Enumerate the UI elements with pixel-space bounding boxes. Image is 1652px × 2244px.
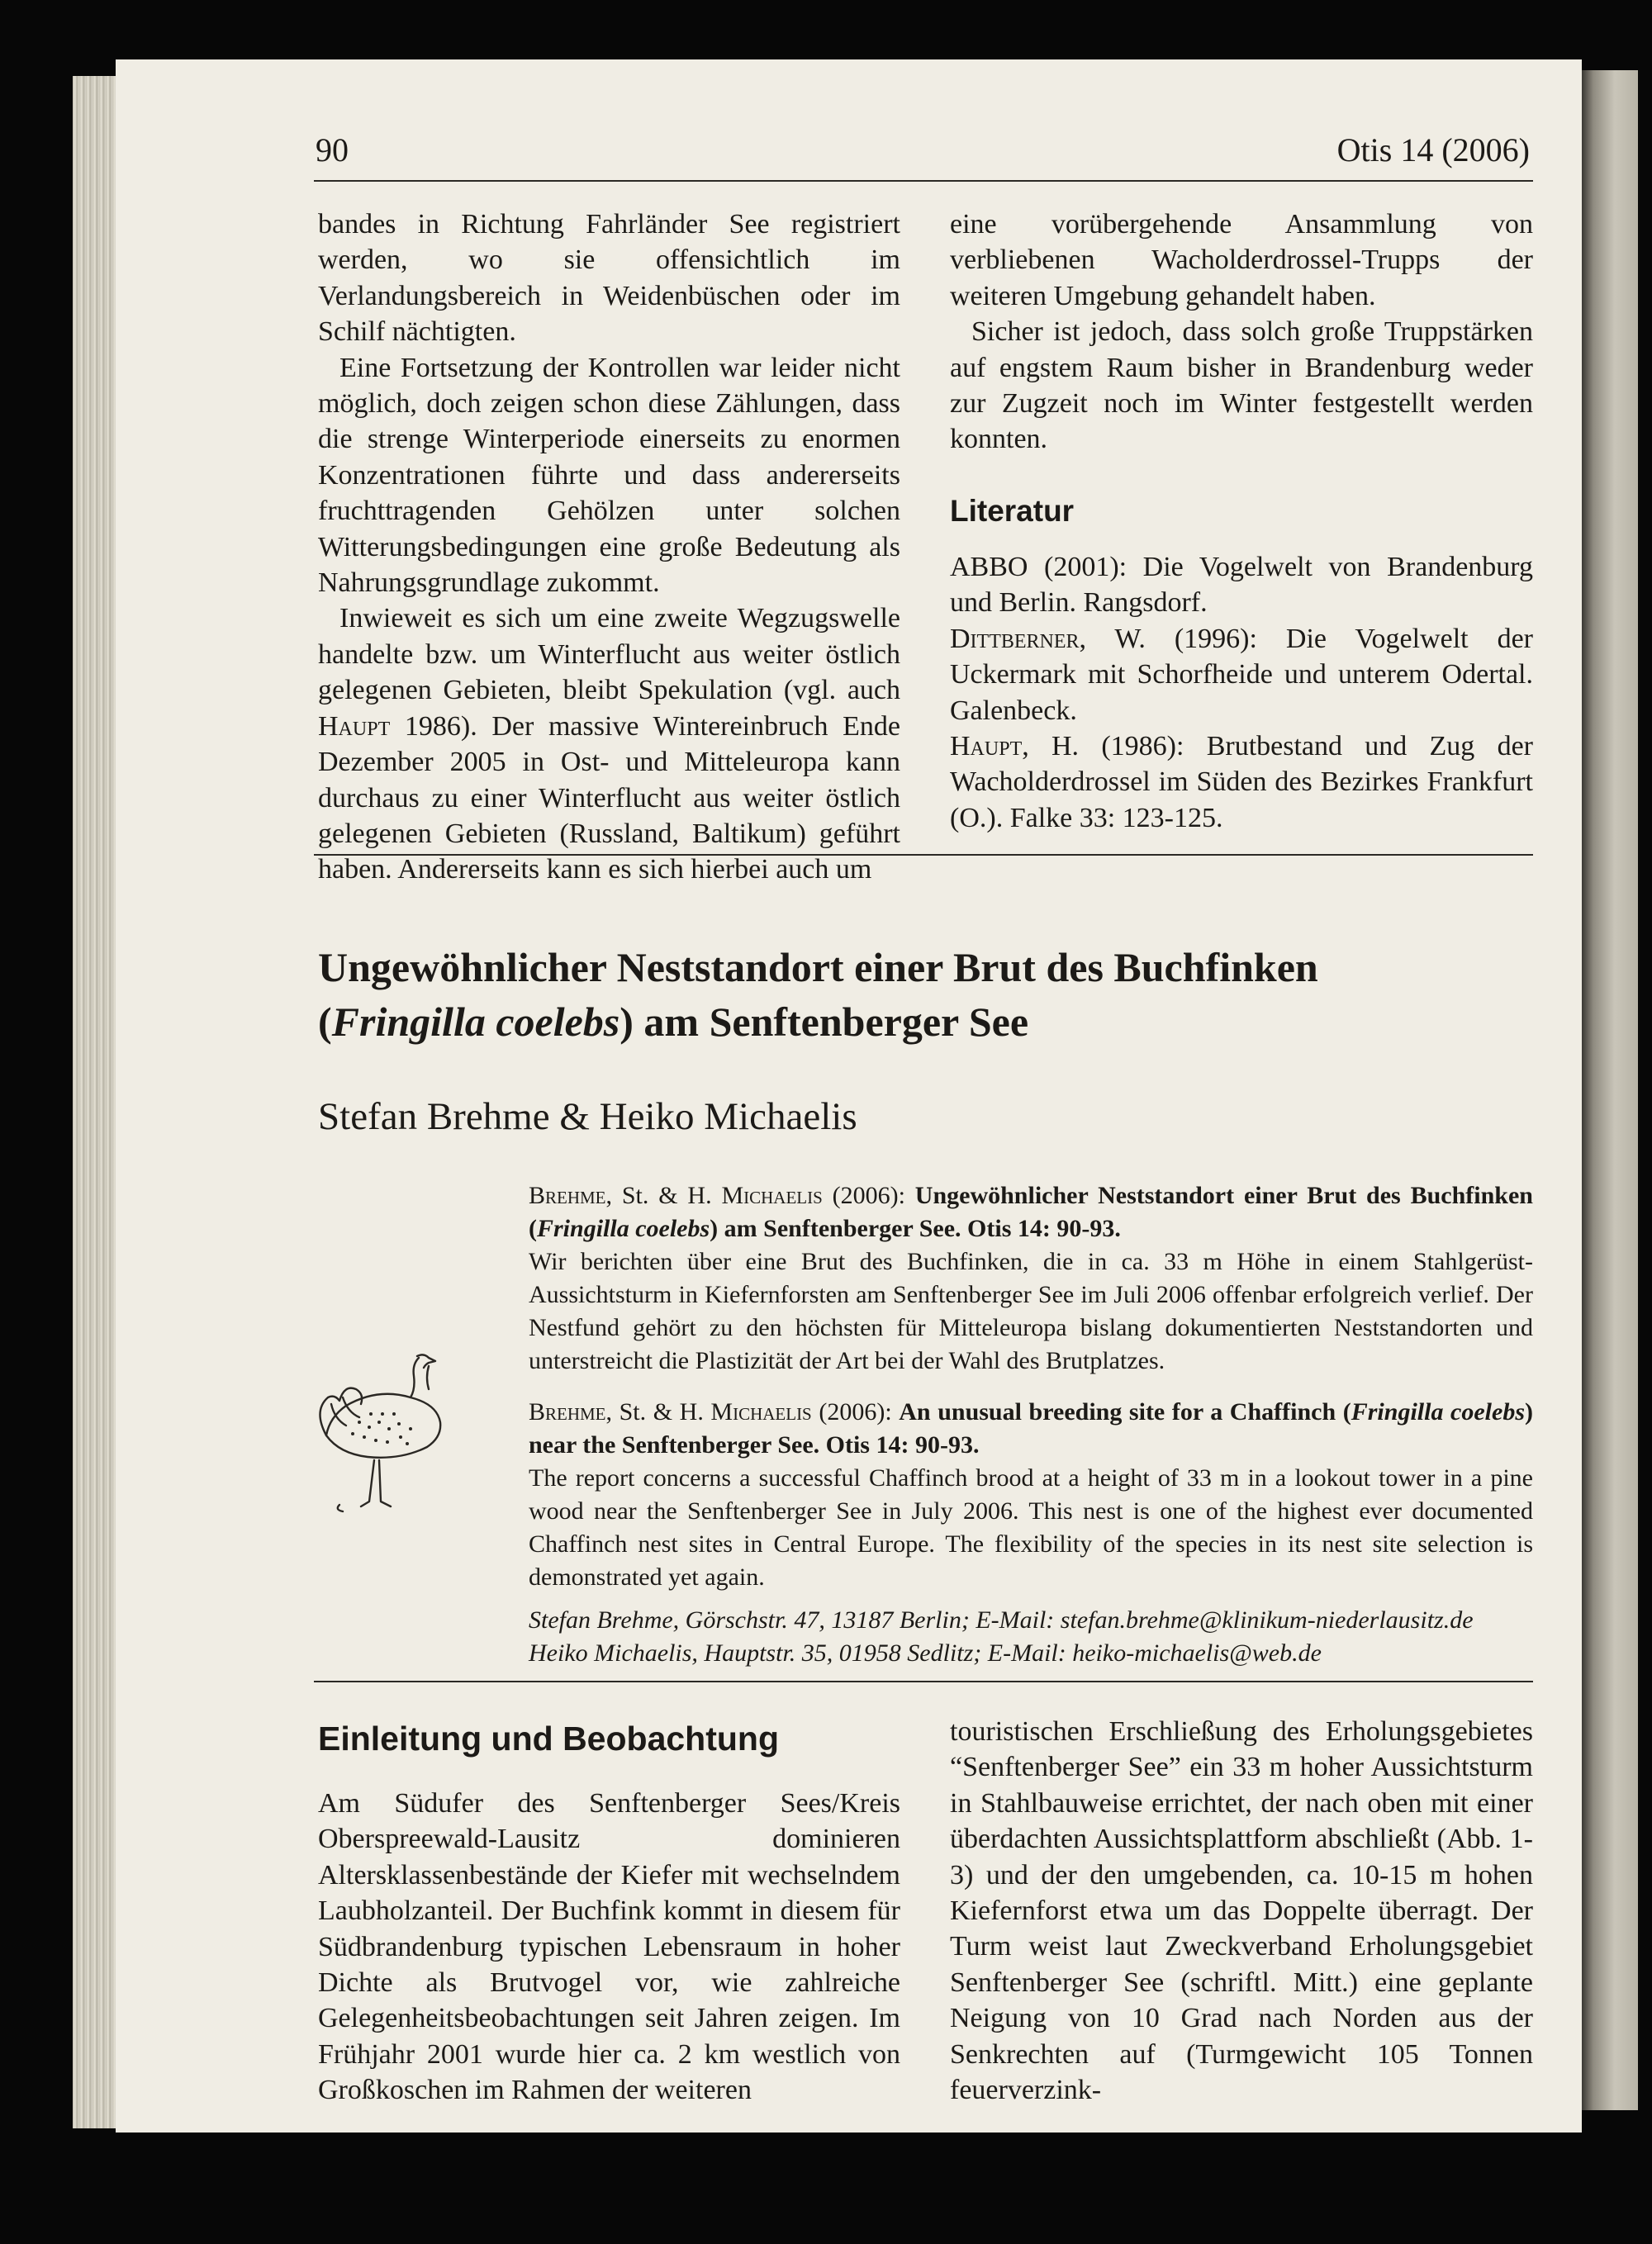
abstract-english: Brehme, St. & H. Michaelis (2006): An unusual breeding site for a Chaffinch (Fringilla coelebs) near the Senftenberger See. Otis 14: 90-93. The report concerns a successful Chaffinch brood at a height of 33 m in a lookout tower in a pine wood near the Senftenberger See in July 2006. This nest is one of the highest ever documented Chaffinch nest sites in Central Europe. The flexibility of the species in its nest site selection is demonstrated yet again. [529, 1396, 1533, 1594]
paragraph: eine vorübergehende Ansammlung von verbliebenen Wacholderdrossel-Trupps der weiteren Umgebung gehandelt haben. [950, 209, 1533, 311]
abstract-text: The report concerns a successful Chaffinch brood at a height of 33 m in a lookout tower in a pine wood near the Senftenberger See in July 2006. This nest is one of the highest ever documented Chaffinch nest sites in Central Europe. The flexibility of the species in its nest site selection is demonstrated yet again. [529, 1464, 1533, 1591]
reference: ABBO (2001): Die Vogelwelt von Brandenburg und Berlin. Rangsdorf. [950, 552, 1533, 619]
journal-reference: Otis 14 (2006) [1336, 131, 1530, 168]
page-number: 90 [316, 131, 349, 168]
paragraph: Am Südufer des Senftenberger Sees/Kreis Oberspreewald-Lausitz dominieren Altersklassenbestände der Kiefer mit wechselndem Laubholzanteil. Der Buchfink kommt in diesem für Südbrandenburg typischen Lebensraum in hoher Dichte als Brutvogel vor, wie zahlreiche Gelegenheitsbeobachtungen seit Jahren zeigen. Im Frühjahr 2001 wurde hier ca. 2 km westlich von Großkoschen im Rahmen der weiteren [318, 1788, 900, 2106]
running-header [314, 124, 1533, 182]
facing-page-edge [1582, 70, 1638, 2110]
right-column-top [950, 206, 1533, 458]
abstract-german: Brehme, St. & H. Michaelis (2006): Ungewöhnlicher Neststandort einer Brut des Buchfinken (Fringilla coelebs) am Senftenberger See. Otis 14: 90-93. Wir berichten über eine Brut des Buchfinken, die in ca. 33 m Höhe in einem Stahlgerüst-Aussichtsturm in Kiefernforsten am Senftenberger See im Juli 2006 offenbar erfolgreich verlief. Der Nestfund gehört zu den höchsten für Mitteleuropa bislang dokumentierten Neststandorten und unterstreicht die Plastizität der Art bei der Wahl des Brutplatzes. [529, 1179, 1533, 1378]
left-column-top [318, 206, 900, 888]
literature-heading: Literatur [950, 494, 1075, 528]
intro-heading: Einleitung und Beobachtung [318, 1720, 780, 1758]
paragraph: Eine Fortsetzung der Kontrollen war leider nicht möglich, doch zeigen schon diese Zählungen, dass die strenge Winterperiode einerseits zu enormen Konzentrationen führte und dass andererseits fruchttragenden Gehölzen unter solchen Witterungsbedingungen eine große Bedeutung als Nahrungsgrundlage zukommt. [318, 352, 900, 599]
literature-list [950, 549, 1533, 836]
reference: Dittberner, W. (1996): Die Vogelwelt der Uckermark mit Schorfheide und unterem Odertal. Galenbeck. [950, 623, 1533, 726]
article-title: Ungewöhnlicher Neststandort einer Brut des Buchfinken (Fringilla coelebs) am Senftenberger See [318, 944, 1318, 1045]
citation-author: Haupt [318, 710, 391, 742]
article-authors: Stefan Brehme & Heiko Michaelis [318, 1095, 857, 1138]
paragraph: Sicher ist jedoch, dass solch große Truppstärken auf engstem Raum bisher in Brandenburg weder zur Zugzeit noch im Winter festgestellt werden konnten. [950, 316, 1533, 455]
author-addresses: Stefan Brehme, Görschstr. 47, 13187 Berlin; E-Mail: stefan.brehme@klinikum-niederlausitz.de Heiko Michaelis, Hauptstr. 35, 01958 Sedlitz; E-Mail: heiko-michaelis@web.de [529, 1606, 1474, 1667]
paragraph: Inwieweit es sich um eine zweite Wegzugswelle handelte bzw. um Winterflucht aus weiter östlich gelegenen Gebieten, bleibt Spekulation (vgl. auch Haupt 1986). Der massive Wintereinbruch Ende Dezember 2005 in Ost- und Mitteleuropa kann durchaus zu einer Winterflucht aus weiter östlich gelegenen Gebieten (Russland, Baltikum) geführt haben. Andererseits kann es sich hierbei auch um [318, 603, 900, 885]
reference: Haupt, H. (1986): Brutbestand und Zug der Wacholderdrossel im Süden des Bezirkes Frankfurt (O.). Falke 33: 123-125. [950, 731, 1533, 833]
page-stack-edge [73, 76, 117, 2128]
paragraph: bandes in Richtung Fahrländer See registriert werden, wo sie offensichtlich im Verlandungsbereich in Weidenbüschen oder im Schilf nächtigten. [318, 209, 900, 348]
intro-right-column [950, 1714, 1533, 2108]
section-divider [314, 1681, 1533, 1682]
paragraph: touristischen Erschließung des Erholungsgebietes “Senftenberger See” ein 33 m hoher Aussichtsturm in Stahlbauweise errichtet, der nach oben mit einer überdachten Aussichtsplattform abschließt (Abb. 1-3) und der den umgebenden, ca. 10-15 m hohen Kiefernforst etwa um das Doppelte überragt. Der Turm weist laut Zweckverband Erholungsgebiet Senftenberger See (schriftl. Mitt.) eine geplante Neigung von 10 Grad nach Norden aus der Senkrechten auf (Turmgewicht 105 Tonnen feuerverzink- [950, 1716, 1533, 2106]
species-name: Fringilla coelebs [331, 999, 620, 1045]
section-divider [314, 854, 1533, 856]
intro-left-column [318, 1786, 900, 2109]
abstract-text: Wir berichten über eine Brut des Buchfinken, die in ca. 33 m Höhe in einem Stahlgerüst-Aussichtsturm in Kiefernforsten am Senftenberger See im Juli 2006 offenbar erfolgreich verlief. Der Nestfund gehört zu den höchsten für Mitteleuropa bislang dokumentierten Neststandorten und unterstreicht die Plastizität der Art bei der Wahl des Brutplatzes. [529, 1248, 1533, 1374]
bird-illustration [310, 1348, 458, 1530]
